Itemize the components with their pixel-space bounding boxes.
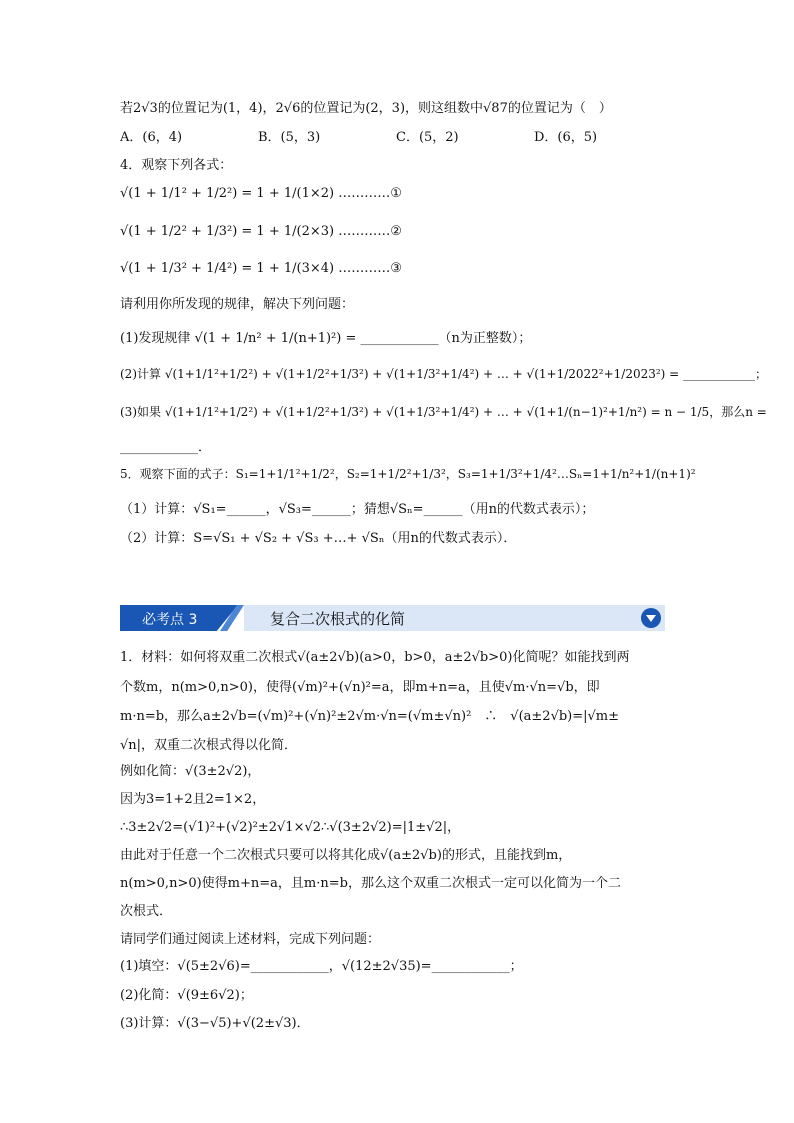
q4-part-1: (1)发现规律 √(1 + 1/n² + 1/(n+1)²) = ____________（n为正整数）；: [120, 331, 532, 346]
q4-part-3-answer: ____________．: [120, 440, 212, 455]
q4-part-2: (2)计算 √(1+1/1²+1/2²) + √(1+1/2²+1/3²) + √(1+1/3²+1/4²) + … + √(1+1/2022²+1/2023²) = ____________；: [120, 367, 768, 381]
section-line-9: n(m>0,n>0)使得m+n=a，且m·n=b，那么这个双重二次根式一定可以化简为一个二: [120, 876, 621, 891]
section-line-2: 个数m，n(m>0,n>0)，使得(√m)²+(√n)²=a，即m+n=a，且使√m·√n=√b，即: [120, 680, 600, 695]
section-line-3: m·n=b，那么a±2√b=(√m)²+(√n)²±2√m·√n=(√m±√n)² ∴ √(a±2√b)=|√m±: [120, 709, 620, 724]
choice-a: A．(6，4): [120, 130, 183, 145]
choice-b: B．(5，3): [258, 130, 321, 145]
section-line-13: (2)化简：√(9±6√2)；: [120, 988, 253, 1003]
q5-title: 5．观察下面的式子：S₁=1+1/1²+1/2²，S₂=1+1/2²+1/3²，S₃=1+1/3²+1/4²…Sₙ=1+1/n²+1/(n+1)²: [120, 467, 696, 481]
section-line-10: 次根式．: [120, 904, 173, 919]
section-line-5: 例如化简：√(3±2√2)，: [120, 764, 261, 779]
q5-part-2: （2）计算：S=√S₁ + √S₂ + √S₃ +…+ √Sₙ（用n的代数式表示）．: [120, 531, 517, 546]
section-line-4: √n|，双重二次根式得以化简．: [120, 738, 298, 753]
intro-line: 若2√3的位置记为(1，4)，2√6的位置记为(2，3)，则这组数中√87的位置记为（ ）: [120, 101, 612, 116]
section-line-7: ∴3±2√2=(√1)²+(√2)²±2√1×√2∴√(3±2√2)=|1±√2|，: [120, 820, 461, 835]
q4-formula-2: √(1 + 1/2² + 1/3²) = 1 + 1/(2×3) …………②: [120, 224, 402, 239]
q4-instruction: 请利用你所发现的规律，解决下列问题：: [120, 297, 355, 312]
q4-part-3: (3)如果 √(1+1/1²+1/2²) + √(1+1/2²+1/3²) + √(1+1/3²+1/4²) + … + √(1+1/(n−1)²+1/n²) = n − 1/5，那么n =: [120, 405, 767, 419]
choice-d: D．(6，5): [534, 130, 598, 145]
q4-formula-3: √(1 + 1/3² + 1/4²) = 1 + 1/(3×4) …………③: [120, 261, 402, 276]
section-line-8: 由此对于任意一个二次根式只要可以将其化成√(a±2√b)的形式，且能找到m，: [120, 848, 572, 863]
section-line-6: 因为3=1+2且2=1×2，: [120, 792, 266, 807]
banner-label: 必考点 3: [142, 612, 198, 628]
section-line-1: 1．材料：如何将双重二次根式√(a±2√b)(a>0，b>0，a±2√b>0)化简呢？如能找到两: [120, 650, 630, 665]
section-line-11: 请同学们通过阅读上述材料，完成下列问题：: [120, 932, 381, 947]
section-line-14: (3)计算：√(3−√5)+√(2±√3)．: [120, 1016, 310, 1031]
collapse-chevron-icon[interactable]: [641, 608, 661, 628]
section-line-12: (1)填空：√(5±2√6)=____________，√(12±2√35)=____________；: [120, 959, 523, 974]
banner-title: 复合二次根式的化简: [270, 610, 406, 628]
section-banner: [120, 605, 665, 631]
q4-formula-1: √(1 + 1/1² + 1/2²) = 1 + 1/(1×2) …………①: [120, 186, 402, 201]
q4-title: 4．观察下列各式：: [120, 158, 233, 173]
choice-c: C．(5，2): [396, 130, 459, 145]
q5-part-1: （1）计算：√S₁=______，√S₃=______；猜想√Sₙ=______（用n的代数式表示）；: [120, 502, 595, 517]
